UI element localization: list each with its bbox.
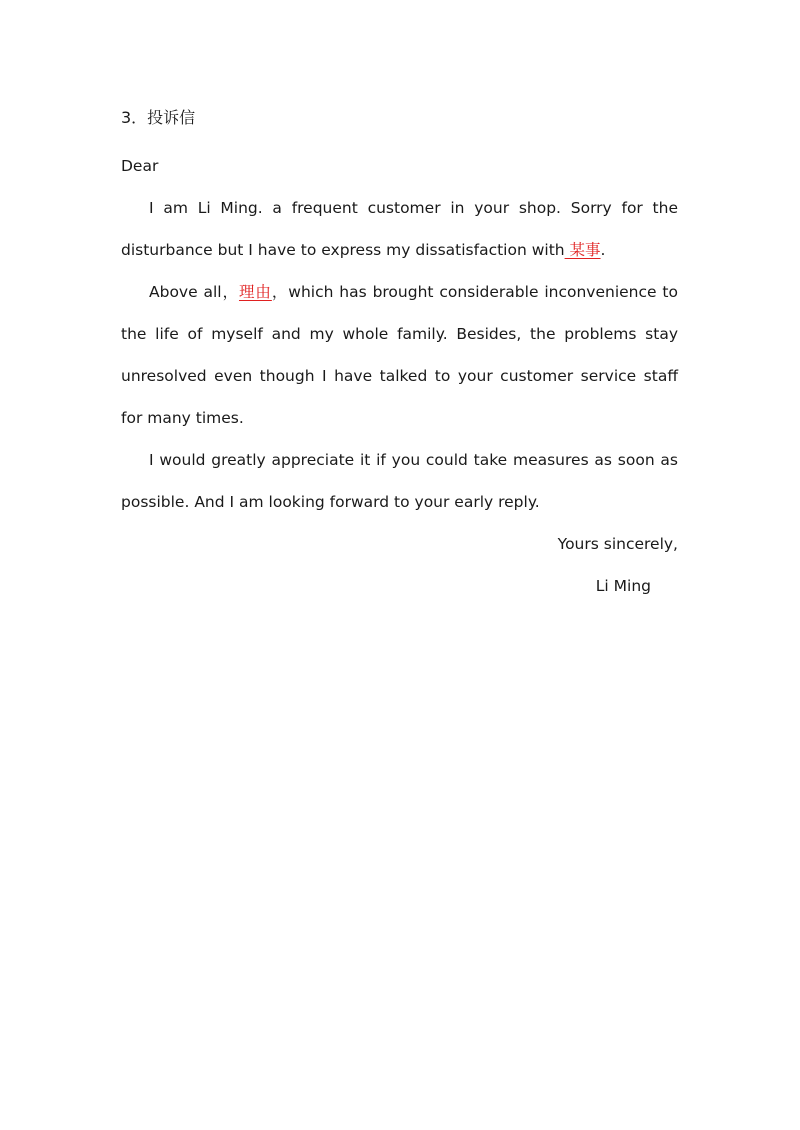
paragraph-reason-text: ，which has brought considerable inconvenience to the life of myself and my whole family. Besides, the problems stay unresolved even though I have talked to your customer service staff for many times. (121, 283, 678, 427)
paragraph-reason-start: Above all， (149, 283, 239, 301)
placeholder-matter: 某事 (564, 241, 601, 259)
salutation: Dear (121, 157, 159, 175)
paragraph-reason (121, 271, 678, 439)
paragraph-intro-text: I am Li Ming. a frequent customer in your shop. Sorry for the disturbance but I have to express my dissatisfaction with (121, 199, 678, 259)
letter-body (121, 103, 678, 607)
signature: Li Ming (595, 577, 651, 595)
closing: Yours sincerely, (557, 535, 678, 553)
paragraph-request: I would greatly appreciate it if you could take measures as soon as possible. And I am looking forward to your early reply. (121, 451, 678, 511)
paragraph-intro (121, 187, 678, 271)
paragraph-intro-end: . (600, 241, 606, 259)
letter-heading: 3．投诉信 (121, 108, 196, 127)
placeholder-reason: 理由 (238, 283, 272, 301)
